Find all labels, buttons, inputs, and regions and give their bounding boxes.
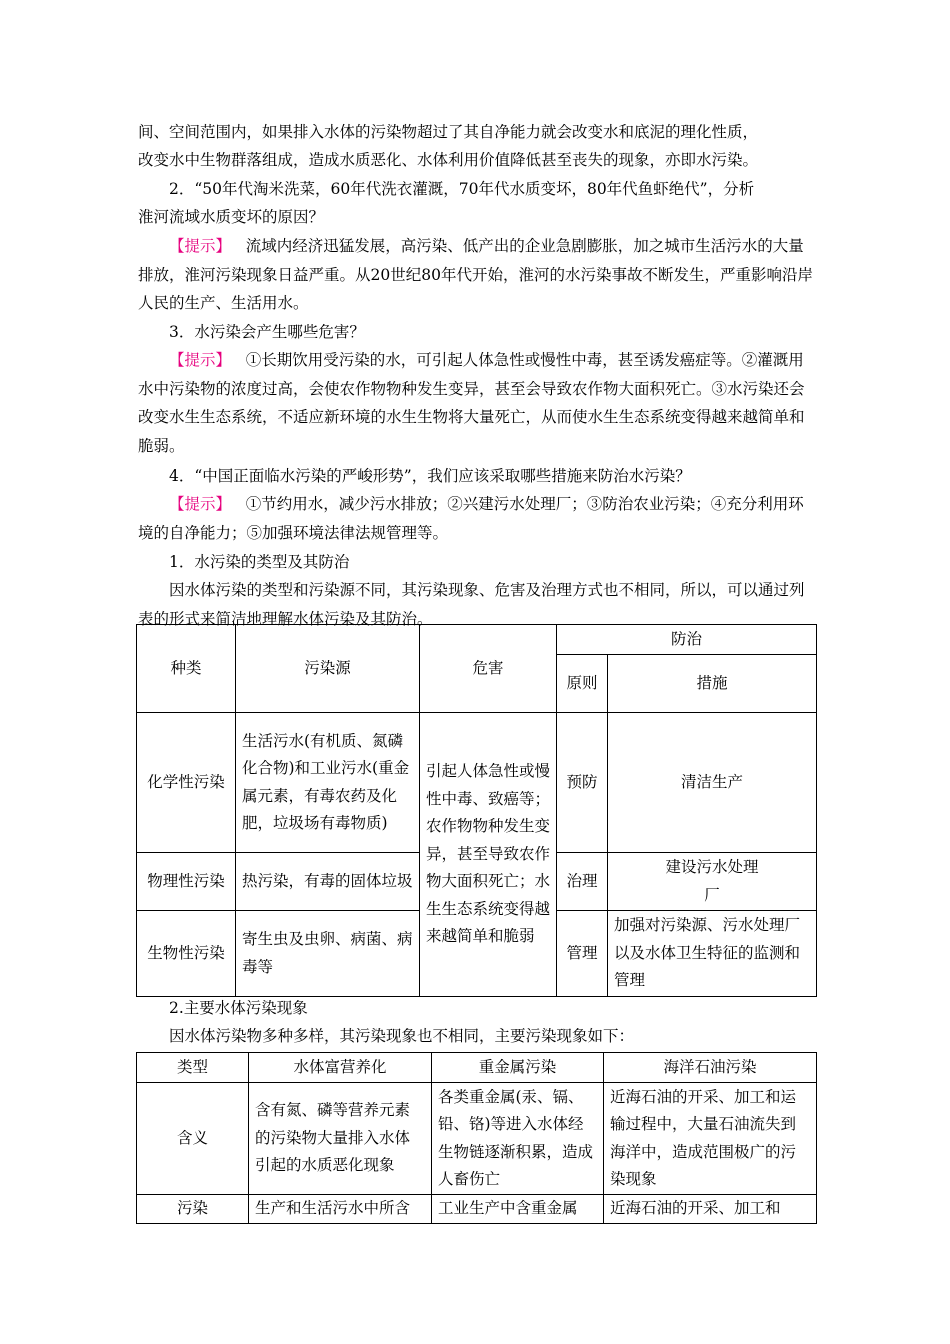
source-heavy-metal: 工业生产中含重金属 [432,1195,604,1224]
header-type: 种类 [137,625,236,713]
measure-treatment-plant: 建设污水处理厂 [608,853,817,911]
measure-monitoring: 加强对污染源、污水处理厂以及水体卫生特征的监测和管理 [608,911,817,997]
section-1-heading: 1．水污染的类型及其防治 [169,553,350,571]
principle-manage: 管理 [557,911,608,997]
header-heavy-metal: 重金属污染 [432,1053,604,1083]
type-biological: 生物性污染 [137,911,236,997]
question-4: 4．“中国正面临水污染的严峻形势”，我们应该采取哪些措施来防治水污染？ [169,467,691,485]
source-biological: 寄生虫及虫卵、病菌、病毒等 [236,911,420,997]
question-3: 3．水污染会产生哪些危害？ [169,323,365,341]
meaning-oil-pollution: 近海石油的开采、加工和运输过程中，大量石油流失到海洋中，造成范围极广的污染现象 [604,1083,817,1195]
header-oil-pollution: 海洋石油污染 [604,1053,817,1083]
answer-4 [138,490,816,547]
answer-3 [138,346,816,460]
paragraph-1-line-1: 间、空间范围内，如果排入水体的污染物超过了其自净能力就会改变水和底泥的理化性质， [138,123,759,141]
section-1-intro: 因水体污染的类型和污染源不同，其污染现象、危害及治理方式也不相同，所以，可以通过列表的形式来简洁地理解水体污染及其防治。 [138,581,805,628]
paragraph-1-line-2: 改变水中生物群落组成，造成水质恶化、水体利用价值降低甚至丧失的现象，亦即水污染。 [138,151,759,169]
hint-label: 【提示】 [169,237,232,255]
source-oil-pollution: 近海石油的开采、加工和 [604,1195,817,1224]
row-label-pollution: 污染 [137,1195,249,1224]
meaning-heavy-metal: 各类重金属(汞、镉、铅、铬)等进入水体经生物链逐渐积累，造成人畜伤亡 [432,1083,604,1195]
type-physical: 物理性污染 [137,853,236,911]
source-physical: 热污染，有毒的固体垃圾 [236,853,420,911]
answer-2-text: 流域内经济迅猛发展，高污染、低产出的企业急剧膨胀，加之城市生活污水的大量排放，淮河污染现象日益严重。从20世纪80年代开始，淮河的水污染事故不断发生，严重影响沿岸人民的生产、生活用水。 [138,237,813,312]
principle-prevent: 预防 [557,713,608,853]
principle-treat: 治理 [557,853,608,911]
header-category: 类型 [137,1053,249,1083]
hint-label: 【提示】 [169,495,232,513]
source-eutrophication: 生产和生活污水中所含 [249,1195,432,1224]
row-label-meaning: 含义 [137,1083,249,1195]
section-2-heading: 2.主要水体污染现象 [169,999,308,1017]
pollution-type-table [136,624,817,997]
meaning-eutrophication: 含有氮、磷等营养元素的污染物大量排入水体引起的水质恶化现象 [249,1083,432,1195]
header-principle: 原则 [557,655,608,713]
source-chemical: 生活污水(有机质、氮磷化合物)和工业污水(重金属元素，有毒农药及化肥，垃圾场有毒物质) [236,713,420,853]
answer-2 [138,232,816,318]
header-measure: 措施 [608,655,817,713]
question-2-line-1: 2．“50年代淘米洗菜，60年代洗衣灌溉，70年代水质变坏，80年代鱼虾绝代”，分析 [169,180,755,198]
answer-4-text: ①节约用水，减少污水排放；②兴建污水处理厂；③防治农业污染；④充分利用环境的自净能力；⑤加强环境法律法规管理等。 [138,495,804,542]
header-control: 防治 [557,625,817,655]
header-source: 污染源 [236,625,420,713]
hint-label: 【提示】 [169,351,232,369]
section-2-intro: 因水体污染物多种多样，其污染现象也不相同，主要污染现象如下： [169,1027,635,1045]
type-chemical: 化学性污染 [137,713,236,853]
question-2-line-2: 淮河流域水质变坏的原因？ [138,208,325,226]
harm-cell: 引起人体急性或慢性中毒、致癌等；农作物物种发生变异，甚至导致农作物大面积死亡；水生生态系统变得越来越简单和脆弱 [420,713,557,997]
header-harm: 危害 [420,625,557,713]
answer-3-text: ①长期饮用受污染的水，可引起人体急性或慢性中毒，甚至诱发癌症等。②灌溉用水中污染物的浓度过高，会使农作物物种发生变异，甚至会导致农作物大面积死亡。③水污染还会改变水生生态系统，不适应新环境的水生生物将大量死亡，从而使水生生态系统变得越来越简单和脆弱。 [138,351,805,455]
pollution-phenomena-table [136,1052,817,1224]
measure-clean-production: 清洁生产 [608,713,817,853]
header-eutrophication: 水体富营养化 [249,1053,432,1083]
